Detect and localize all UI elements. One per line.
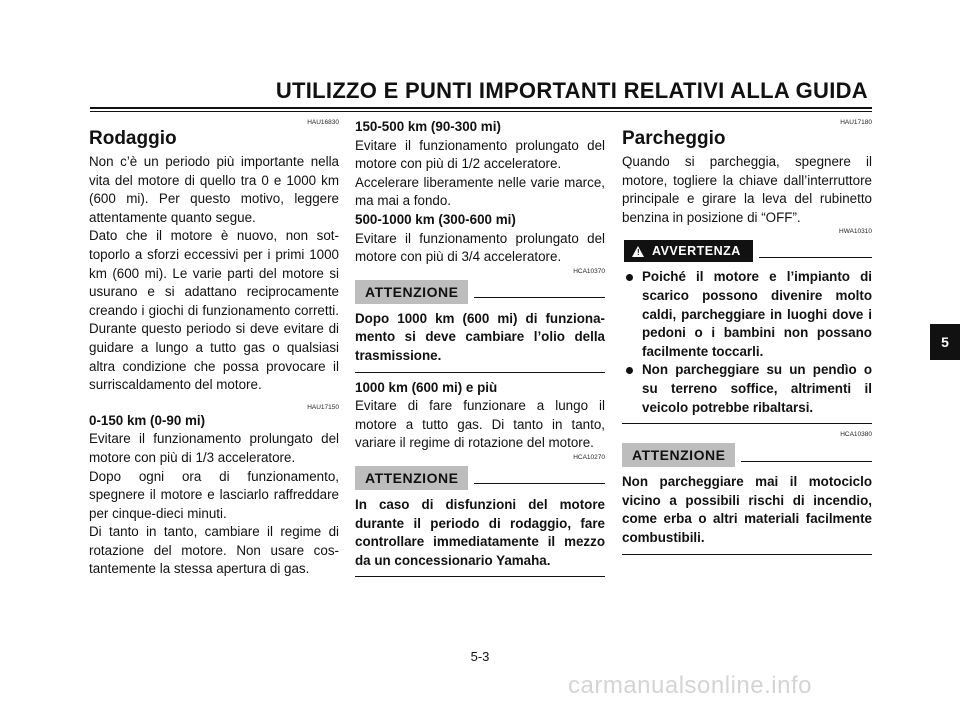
header-rule-thin (90, 111, 872, 112)
header-rule (90, 107, 872, 109)
page-number: 5-3 (470, 649, 490, 664)
subheading: 500-1000 km (300-600 mi) (355, 211, 516, 227)
section-title-parcheggio: Parcheggio (622, 128, 726, 149)
watermark: carmanualsonline.info (568, 672, 812, 699)
notice-text: Dopo 1000 km (600 mi) di funzionamento si deve cambiare l’olio della trasmissione. (355, 310, 605, 363)
notice-rule (741, 461, 872, 462)
notice-text: In caso di disfunzioni del motore durante il periodo di rodaggio, fare controllare immediatamente il mezzo da un concessionario Yamaha. (355, 496, 605, 568)
list-item: Non parcheggiare su un pendìo o su terreno soffice, altrimenti il veicolo potrebbe ribaltarsi. (622, 361, 872, 417)
notice-code: HCA10380 (840, 431, 872, 439)
paragraph: Dopo ogni ora di funzionamento, spegnere il motore e lasciarlo raffreddare per cinque-dieci minuti. (89, 468, 339, 521)
column-left (89, 118, 339, 579)
notice-text: Non parcheggiare mai il motociclo vicino a possibili rischi di incendio, come erba o altri materiali facilmente combustibili. (622, 474, 872, 545)
paragraph: Evitare di fare funzionare a lungo il motore a tutto gas. Di tanto in tanto, variare il regime di rotazione del motore. (355, 398, 605, 451)
notice-rule (474, 297, 605, 298)
warning-list (622, 268, 872, 417)
warning-end-rule (622, 423, 872, 424)
attenzione-label: ATTENZIONE (355, 280, 468, 304)
chapter-tab: 5 (930, 324, 960, 360)
notice-end-rule (622, 554, 872, 555)
section-code: HAU17150 (307, 403, 339, 411)
avvertenza-text: AVVERTENZA (652, 244, 741, 259)
section-code: HAU17180 (840, 119, 872, 126)
page-header-title: UTILIZZO E PUNTI IMPORTANTI RELATIVI ALLA GUIDA (275, 78, 868, 103)
notice-end-rule (355, 576, 605, 577)
avvertenza-label (624, 240, 753, 262)
column-right (622, 118, 872, 561)
notice-code: HCA10270 (573, 453, 605, 461)
section-title-rodaggio: Rodaggio (89, 128, 177, 149)
warning-rule (759, 257, 872, 258)
notice-header (355, 280, 605, 304)
paragraph: Evitare il funzionamento prolungato del motore con più di 1/2 acceleratore. (355, 137, 605, 172)
paragraph: Quando si parcheggia, spegnere il motore, togliere la chiave dall’interruttore principale e girare la leva del rubinetto benzina in posizione di “OFF”. (622, 154, 872, 225)
warning-triangle-icon: ! (632, 246, 644, 257)
warning-code: HWA10310 (839, 228, 872, 236)
warning-header (622, 240, 872, 262)
attenzione-label: ATTENZIONE (622, 443, 735, 467)
column-middle (355, 118, 605, 583)
notice-rule (474, 483, 605, 484)
section-code: HAU16830 (307, 119, 339, 126)
subheading: 150-500 km (90-300 mi) (355, 119, 501, 134)
paragraph: Non c’è un periodo più importante nella vita del motore di quello tra 0 e 1000 km (600 mi). Per questo motivo, leggere attentamente quanto segue. (89, 154, 339, 225)
notice-header (622, 443, 872, 467)
paragraph: Evitare il funzionamento prolungato del motore con più di 1/3 acceleratore. (89, 431, 339, 465)
paragraph: Di tanto in tanto, cambiare il regime di rotazione del motore. Non usare costantemente la stessa apertura di gas. (89, 524, 339, 577)
attenzione-label: ATTENZIONE (355, 466, 468, 490)
notice-end-rule (355, 372, 605, 373)
notice-code: HCA10370 (573, 267, 605, 275)
paragraph: Evitare il funzionamento prolungato del motore con più di 3/4 acceleratore. (355, 230, 605, 265)
subheading: 0-150 km (0-90 mi) (89, 412, 206, 428)
paragraph: Dato che il motore è nuovo, non sottoporlo a sforzi eccessivi per i primi 1000 km (600 mi). Le varie parti del motore si usurano e si adattano reciprocamente creando i giochi di funzionamento corretti. Durante questo periodo si deve evitare di guidare a lungo a tutto gas o qualsiasi altra condizione che possa provocare il surriscaldamento del motore. (89, 228, 339, 393)
notice-header (355, 466, 605, 490)
paragraph: Accelerare liberamente nelle varie marce, ma mai a fondo. (355, 174, 605, 209)
list-item: Poiché il motore e l’impianto di scarico possono divenire molto caldi, parcheggiare in luoghi dove i pedoni o i bambini non possano facilmente toccarli. (622, 268, 872, 361)
subheading: 1000 km (600 mi) e più (355, 379, 498, 395)
